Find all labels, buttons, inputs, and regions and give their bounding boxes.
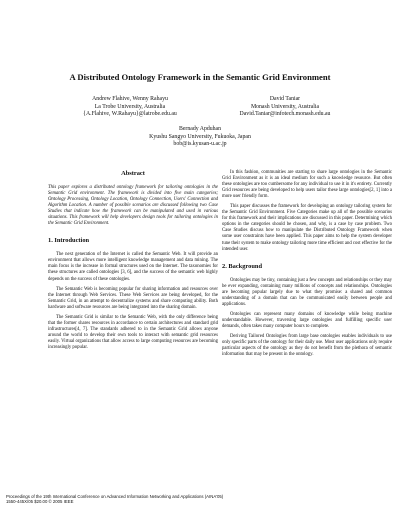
abstract-text: This paper explores a distributed ontology framework for tailoring ontologies in the Semantic Grid environment. The framework is divided into five main categories; Ontology Processing, Ontology Location, Ontology Connection, Users' Connection and Algorithm Location. A number of possible scenarios are discussed following two Case Studies that indicate how the framework can be manipulated and used in various situations. This framework will help developers design tools for tailoring ontologies in the Semantic Grid Environment.	[48, 185, 218, 227]
author-names: David Taniar	[269, 96, 301, 102]
author-block-latrobe	[70, 96, 190, 119]
intro-paragraph-1: The next generation of the Internet is called the Semantic Web. It will provide an environment that allows more intelligent knowledge management and data mining. The main focus is the increase in formal structures used on the Internet. The taxonomies for these structures are called ontologies [3, 6], and the success of the semantic web highly depends on the success of these ontologies.	[48, 252, 218, 282]
author-names: Bernady Apduhan	[178, 126, 222, 132]
page-footer	[6, 494, 396, 505]
left-column	[48, 170, 218, 355]
background-paragraph-1: Ontologies may be tiny, containing just a few concepts and relationships or they may be ever expanding, containing many millions of concepts and relationships. Ontologies are becoming popular largely due to what they promise: a shared and common understanding of a domain that can be communicated easily between people and applications.	[222, 277, 392, 307]
intro-paragraph-3: The Semantic Grid is similar to the Semantic Web, with the only difference being that the former shares resources in accordance to certain architectures and standard grid infrastructures[4, 7]. The standards adhered to in the Semantic Grid allows anyone around the world to develop their own tools to interact with semantic grid resources easily. Virtual organizations that allow access to large computing resources are becoming increasingly popular.	[48, 314, 218, 350]
author-block-kyushu	[130, 126, 270, 149]
abstract-heading: Abstract	[121, 170, 145, 177]
author-names: Andrew Flahive, Wenny Rahayu	[92, 96, 168, 102]
intro-paragraph-5: This paper discusses the framework for developing an ontology tailoring system for the Semantic Grid Environment. Five Categories make up all of the possible scenarios for this framework and their implications are discussed in this paper. Determining which options in the categories should be chosen, and why, is a case by case problem. Two Case Studies discuss how to manipulate the Distributed Ontology Framework when some user constraints have been applied. This paper aims to help the system developer tune their system to make ontology tailoring more time efficient and cost effective for the intended user.	[222, 204, 392, 252]
paper-title: A Distributed Ontology Framework in the Semantic Grid Environment	[69, 72, 331, 82]
author-institution: Kyushu Sangyo University, Fukuoka, Japan	[149, 133, 251, 140]
background-paragraph-3: Deriving Tailored Ontologies from large base ontologies enables individuals to use only specific parts of the ontology for their daily use. Most user applications only require particular aspects of the ontology as they do not benefit from the plethora of semantic information that may be present in the ontology.	[222, 333, 392, 358]
right-column	[222, 170, 392, 362]
footer-proceedings: Proceedings of the 19th International Conference on Advanced Information Networking and Applications (AINA'05)	[6, 494, 224, 499]
intro-paragraph-4: In this fashion, communities are starting to share large ontologies in the Semantic Grid Environment as it is an ideal medium for such a knowledge resource. But often these ontologies are too cumbersome for any individual to use it in it's entirety. Currently Grid resources are being developed to help users tailor these large ontologies[2, 1] into a more user friendly form.	[222, 170, 392, 200]
author-email: {A.Flahive, W.Rahayu}@latrobe.edu.au	[83, 111, 177, 118]
author-institution: Monash University, Australia	[250, 103, 320, 110]
background-paragraph-2: Ontologies can represent many domains of knowledge while being machine understandable. However, traversing large ontologies and fulfilling specific user demands, often takes many computer hours to complete.	[222, 311, 392, 329]
author-email: bob@is.kyusan-u.ac.jp	[173, 141, 227, 148]
intro-paragraph-2: The Semantic Web is becoming popular for sharing information and resources over the Internet through Web Services. These Web Services are being developed, for the Semantic Grid, in an attempt to decentralize systems and share computing ability. Both hardware and software resources are being integrated into the sharing domain.	[48, 286, 218, 310]
author-institution: La Trobe University, Australia	[94, 103, 166, 110]
footer-copyright: 1550-445X/05 $20.00 © 2005 IEEE	[6, 499, 74, 505]
introduction-heading: 1. Introduction	[48, 237, 90, 245]
author-email: David.Taniar@infotech.monash.edu.au	[239, 111, 331, 118]
background-heading: 2. Background	[222, 262, 263, 270]
author-block-monash	[225, 96, 345, 119]
